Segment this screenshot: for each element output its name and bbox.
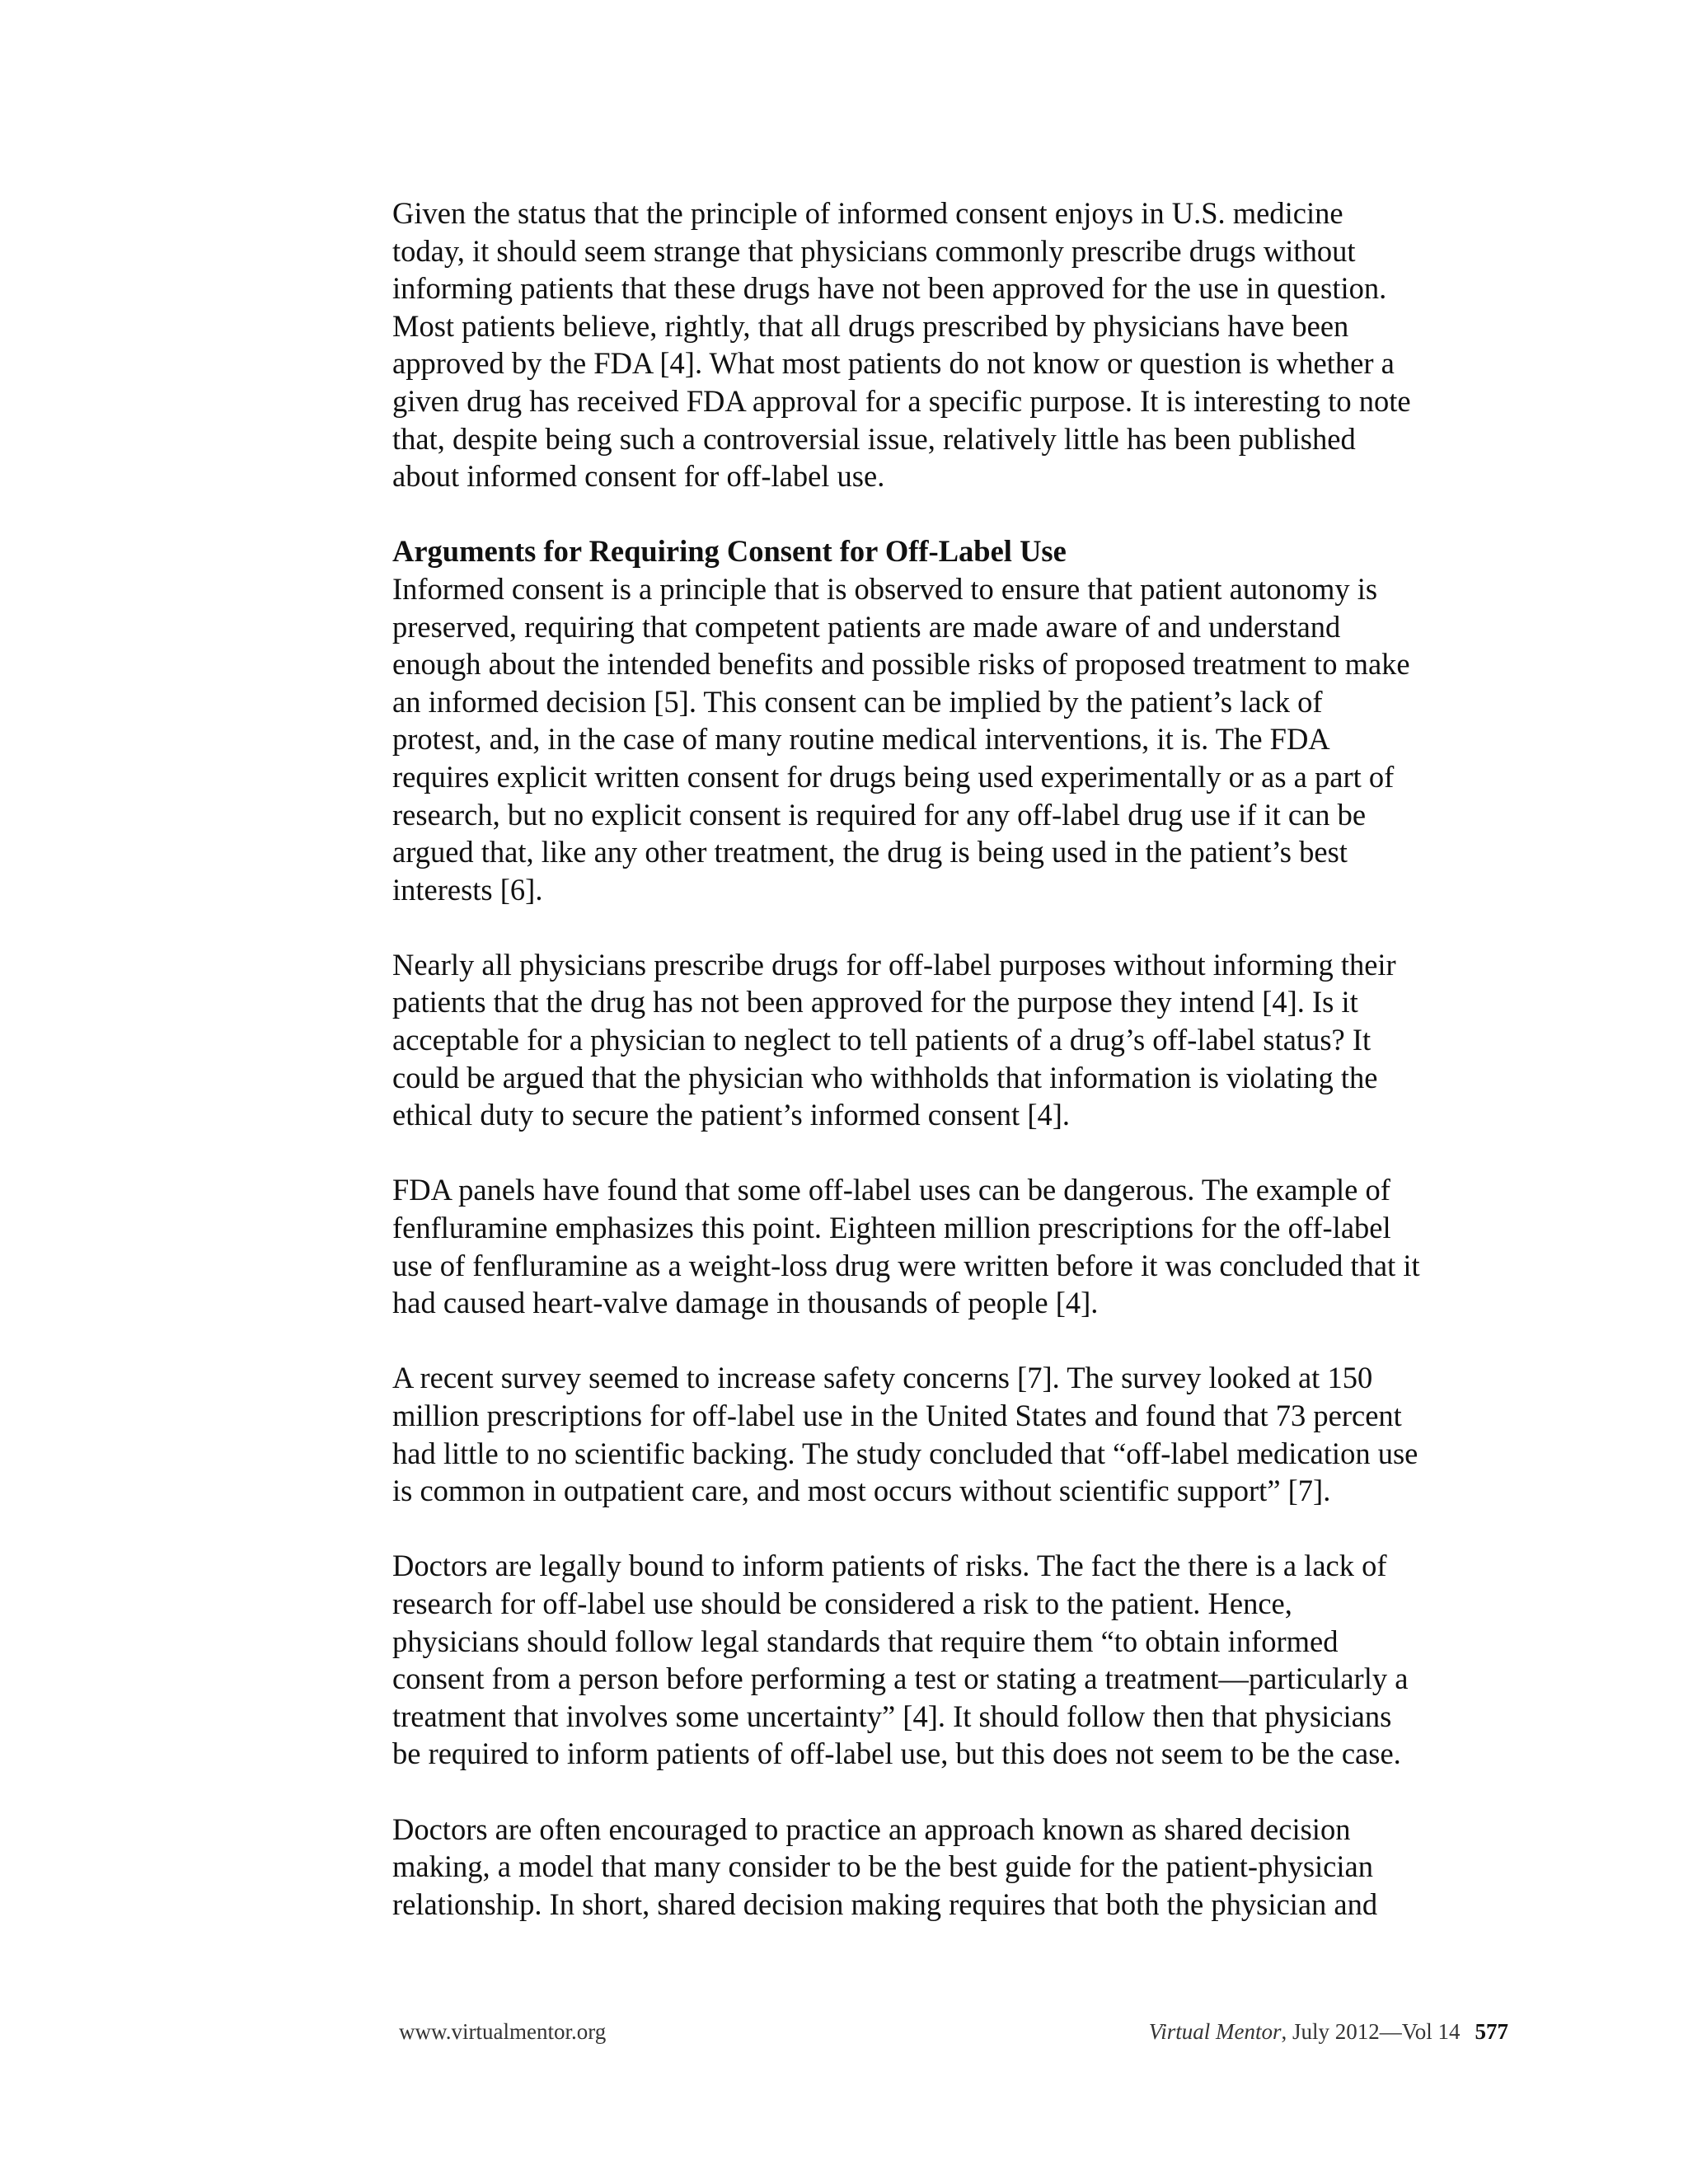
issue-info: , July 2012—Vol 14 bbox=[1281, 2019, 1461, 2044]
text-line: be required to inform patients of off-label use, but this does not seem to be the case. bbox=[392, 1736, 1401, 1771]
text-line: approved by the FDA [4]. What most patients do not know or question is whether a bbox=[392, 346, 1395, 381]
text-line: physicians should follow legal standards that require them “to obtain informed bbox=[392, 1624, 1339, 1658]
text-line: today, it should seem strange that physicians commonly prescribe drugs without bbox=[392, 233, 1356, 268]
text-line: consent from a person before performing a test or stating a treatment—particularly a bbox=[392, 1661, 1409, 1696]
text-line: Most patients believe, rightly, that all drugs prescribed by physicians have been bbox=[392, 308, 1349, 343]
text-line: an informed decision [5]. This consent can be implied by the patient’s lack of bbox=[392, 684, 1323, 719]
paragraph-shared-decision bbox=[392, 1811, 1522, 1924]
text-line: research for off-label use should be considered a risk to the patient. Hence, bbox=[392, 1586, 1292, 1620]
paragraph-legal bbox=[392, 1547, 1522, 1773]
text-line: Informed consent is a principle that is observed to ensure that patient autonomy is bbox=[392, 571, 1378, 606]
text-line: is common in outpatient care, and most occurs without scientific support” [7]. bbox=[392, 1474, 1331, 1508]
text-line: Nearly all physicians prescribe drugs for off-label purposes without informing their bbox=[392, 947, 1396, 982]
text-line: that, despite being such a controversial issue, relatively little has been published bbox=[392, 421, 1356, 456]
text-line: relationship. In short, shared decision making requires that both the physician and bbox=[392, 1886, 1378, 1921]
text-line: could be argued that the physician who withholds that information is violating the bbox=[392, 1060, 1378, 1094]
text-line: Doctors are often encouraged to practice an approach known as shared decision bbox=[392, 1811, 1351, 1846]
text-line: interests [6]. bbox=[392, 872, 543, 907]
text-line: requires explicit written consent for drugs being used experimentally or as a part of bbox=[392, 759, 1395, 794]
paragraph-survey bbox=[392, 1359, 1522, 1509]
text-line: research, but no explicit consent is required for any off-label drug use if it can be bbox=[392, 797, 1367, 832]
text-line: had little to no scientific backing. The study concluded that “off-label medication use bbox=[392, 1436, 1418, 1470]
paragraph-arguments bbox=[392, 532, 1522, 908]
text-line: use of fenfluramine as a weight-loss drug were written before it was concluded that it bbox=[392, 1248, 1420, 1282]
text-line: enough about the intended benefits and possible risks of proposed treatment to make bbox=[392, 647, 1410, 682]
text-line: making, a model that many consider to be the best guide for the patient-physician bbox=[392, 1849, 1373, 1884]
page-number: 577 bbox=[1475, 2019, 1508, 2044]
text-line: FDA panels have found that some off-label uses can be dangerous. The example of bbox=[392, 1173, 1390, 1207]
text-line: treatment that involves some uncertainty” [4]. It should follow then that physicians bbox=[392, 1699, 1392, 1733]
text-line: informing patients that these drugs have not been approved for the use in question. bbox=[392, 271, 1387, 306]
section-heading: Arguments for Requiring Consent for Off-Label Use bbox=[392, 534, 1067, 569]
paragraph-prescribing bbox=[392, 946, 1522, 1134]
journal-citation bbox=[1149, 2019, 1508, 2045]
text-line: preserved, requiring that competent patients are made aware of and understand bbox=[392, 609, 1341, 644]
paragraph-fda-panels bbox=[392, 1171, 1522, 1321]
journal-name: Virtual Mentor bbox=[1148, 2019, 1282, 2044]
text-line: million prescriptions for off-label use in the United States and found that 73 percent bbox=[392, 1399, 1402, 1432]
text-line: fenfluramine emphasizes this point. Eighteen million prescriptions for the off-label bbox=[392, 1211, 1391, 1245]
page-footer bbox=[396, 2019, 1508, 2052]
text-line: Doctors are legally bound to inform patients of risks. The fact the there is a lack of bbox=[392, 1549, 1387, 1583]
text-line: Given the status that the principle of informed consent enjoys in U.S. medicine bbox=[392, 196, 1343, 230]
article-body bbox=[392, 194, 1522, 1961]
text-line: argued that, like any other treatment, the drug is being used in the patient’s best bbox=[392, 835, 1348, 869]
text-line: had caused heart-valve damage in thousands of people [4]. bbox=[392, 1286, 1099, 1320]
text-line: ethical duty to secure the patient’s informed consent [4]. bbox=[392, 1098, 1070, 1132]
text-line: acceptable for a physician to neglect to tell patients of a drug’s off-label status? It bbox=[392, 1023, 1372, 1057]
paragraph-intro bbox=[392, 194, 1522, 495]
text-line: protest, and, in the case of many routine medical interventions, it is. The FDA bbox=[392, 722, 1330, 757]
text-line: A recent survey seemed to increase safety concerns [7]. The survey looked at 150 bbox=[392, 1361, 1373, 1395]
text-line: about informed consent for off-label use. bbox=[392, 459, 885, 494]
website-link[interactable]: www.virtualmentor.org bbox=[399, 2019, 607, 2044]
text-line: given drug has received FDA approval for a specific purpose. It is interesting to note bbox=[392, 383, 1411, 418]
text-line: patients that the drug has not been approved for the purpose they intend [4]. Is it bbox=[392, 985, 1358, 1019]
